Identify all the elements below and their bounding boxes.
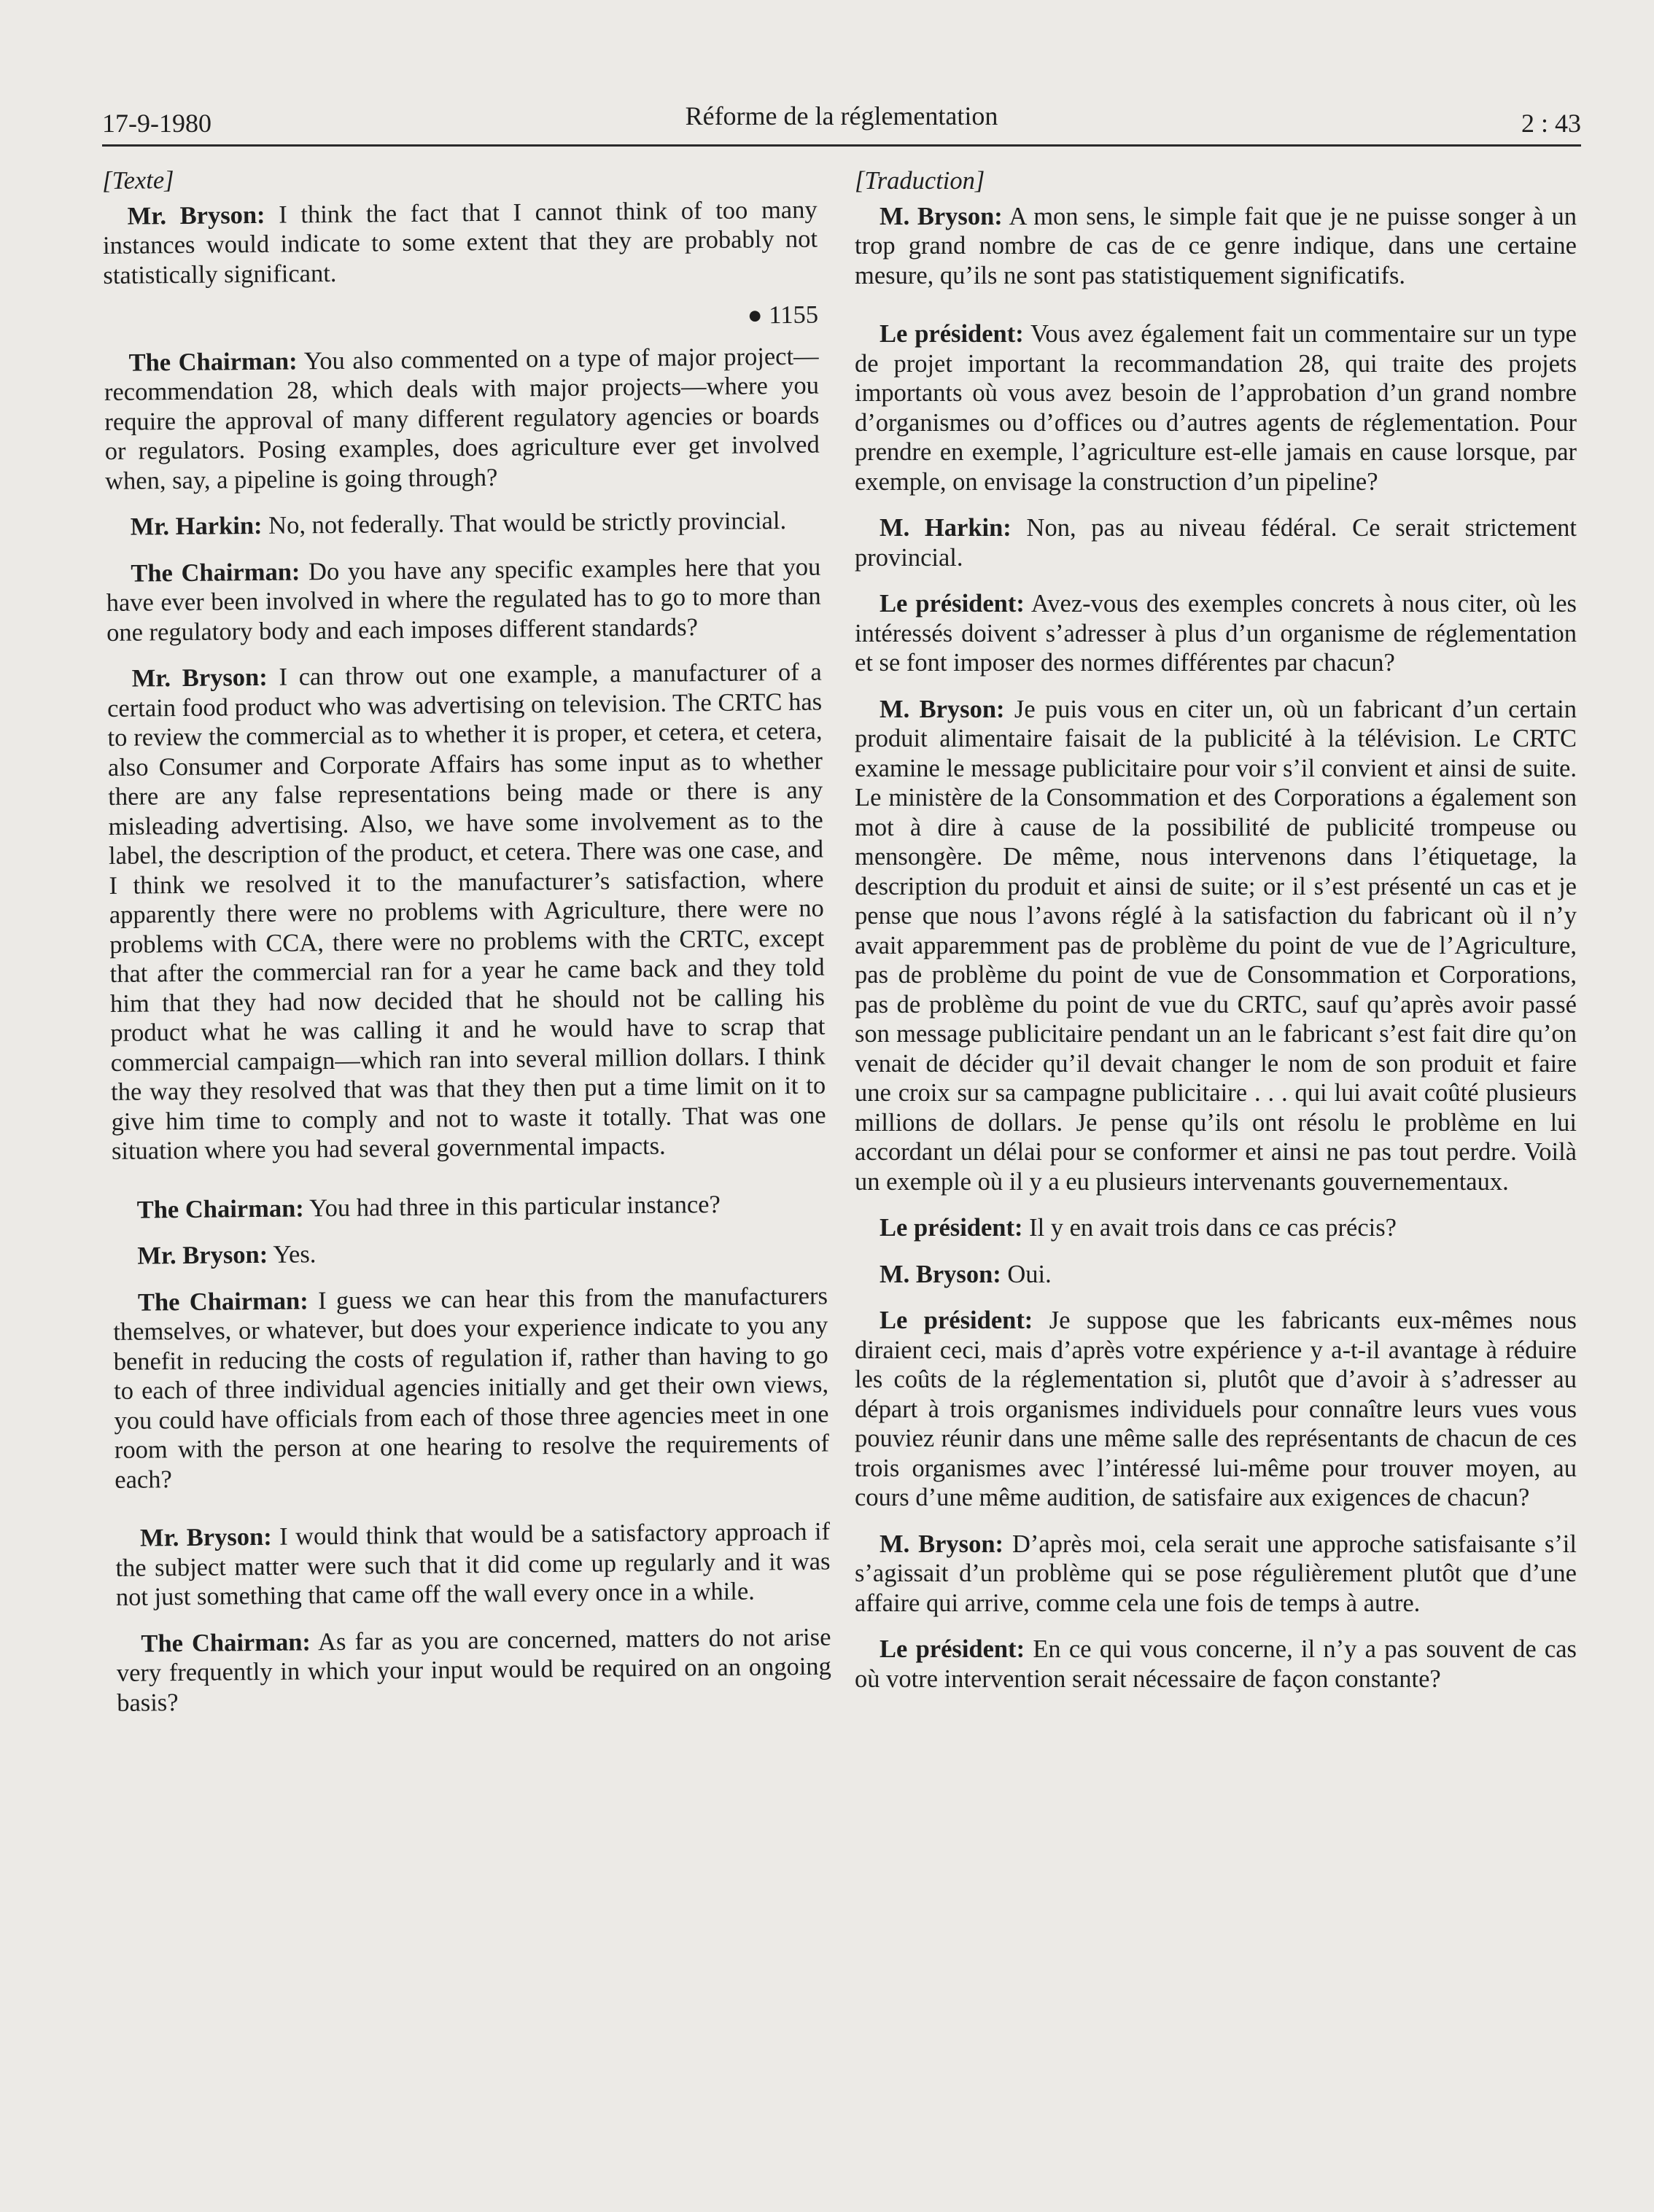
translation-tag: [Traduction] xyxy=(855,167,985,195)
speaker-name: The Chairman: xyxy=(141,1627,311,1658)
speaker-name: Mr. Bryson: xyxy=(127,200,265,230)
paragraph xyxy=(855,1635,1577,1694)
speaker-name: M. Harkin: xyxy=(880,514,1012,542)
paragraph xyxy=(102,195,818,290)
speaker-name: M. Bryson: xyxy=(880,1530,1004,1558)
speaker-name: Mr. Bryson: xyxy=(131,663,268,693)
paragraph-text: No, not federally. That would be strictly provincial. xyxy=(262,507,787,540)
paragraph-text: I think the fact that I cannot think of too many instances would indicate to some extent that they are probably not statistically significant. xyxy=(102,195,818,289)
paragraph xyxy=(855,1530,1577,1619)
paragraph-text: Vous avez également fait un commentaire sur un type de projet important la recommandation 28, qui traite des projets importants où vous avez besoin de l’approbation d’un grand nombre d’organismes ou d’offices ou d’autres agents de réglementation. Pour prendre en exemple, l’agriculture est-elle jamais en cause lorsque, par exemple, on envisage la construction d’un pipeline? xyxy=(855,320,1577,496)
paragraph xyxy=(855,1213,1577,1243)
paragraph xyxy=(855,1260,1577,1290)
speaker-name: Mr. Bryson: xyxy=(139,1522,272,1552)
speaker-name: M. Bryson: xyxy=(880,202,1003,230)
paragraph-text: You also commented on a type of major project—recommendation 28, which deals with major projects—where you require the approval of many different regulatory agencies or boards or regulators. Posing examples, does agriculture ever get involved when, say, a pipeline is going through? xyxy=(104,342,820,495)
paragraph-text: I would think that would be a satisfactory approach if the subject matter were such that it did come up regularly and it was not just something that came off the wall every once in a while. xyxy=(115,1517,831,1611)
paragraph-text: Yes. xyxy=(268,1240,317,1269)
paragraph xyxy=(104,341,820,496)
page-header xyxy=(102,93,1581,147)
speaker-name: Mr. Harkin: xyxy=(130,511,263,541)
speaker-name: Mr. Bryson: xyxy=(137,1240,268,1270)
paragraph xyxy=(855,202,1577,291)
paragraph-text: You had three in this particular instance? xyxy=(303,1190,721,1222)
speaker-name: The Chairman: xyxy=(136,1193,304,1224)
paragraph xyxy=(855,589,1577,678)
speaker-name: Le président: xyxy=(880,1306,1033,1334)
paragraph-text: Avez-vous des exemples concrets à nous citer, où les intéressés doivent s’adresser à plus d’un organisme de réglementation et se font imposer des normes différentes par chacun? xyxy=(855,590,1577,677)
text-tag: [Texte] xyxy=(102,166,174,195)
paragraph xyxy=(112,1188,827,1225)
paragraph-text: Oui. xyxy=(1001,1260,1052,1288)
speaker-name: Le président: xyxy=(880,1635,1025,1663)
paragraph-text: Do you have any specific examples here that you have ever been involved in where the regulated has to go to more than one regulatory body and each imposes different standards? xyxy=(106,553,821,647)
paragraph-text: I guess we can hear this from the manufacturers themselves, or whatever, but does your experience indicate to you any benefit in reducing the costs of regulation if, rather than having to go to each of three individual agencies initially and get their own views, you could have officials from each of those three agencies meet in one room with the person at one hearing to resolve the requirements of each? xyxy=(113,1282,830,1494)
time-marker: ● 1155 xyxy=(747,300,819,330)
paragraph-text: Je suppose que les fabricants eux-mêmes nous diraient ceci, mais d’après votre expérience y a-t-il avantage à réduire les coûts de la réglementation si, plutôt que d’avoir à s’adresser au départ à trois organismes individuels pour connaître leurs vues vous pouviez réunir dans une même salle des représentants de chacun de ces trois organismes avec l’intéressé lui-même pour trouver moyen, au cours d’une même audition, de satisfaire aux exigences de chacun? xyxy=(855,1306,1577,1511)
speaker-name: The Chairman: xyxy=(128,346,298,377)
paragraph xyxy=(113,1281,830,1495)
paragraph-text: As far as you are concerned, matters do not arise very frequently in which your input would be required on an ongoing basis? xyxy=(116,1623,831,1717)
paragraph xyxy=(116,1622,831,1718)
speaker-name: Le président: xyxy=(880,590,1025,618)
paragraph xyxy=(107,658,827,1167)
paragraph-text: En ce qui vous concerne, il n’y a pas souvent de cas où votre intervention serait nécessaire de façon constante? xyxy=(855,1635,1577,1693)
header-page-number: 2 : 43 xyxy=(1521,109,1581,138)
paragraph-text: Je puis vous en citer un, où un fabricant d’un certain produit alimentaire faisait de la publicité à la télévision. Le CRTC examine le message publicitaire pour voir s’il convient et ainsi de suite. Le ministère de la Consommation et des Corporations a également son mot à dire à cause de la possibilité de publicité trompeuse ou mensongère. De même, nous intervenons dans l’étiquetage, la description du produit et ainsi de suite; or il s’est présenté un cas et je pense que nous l’avons réglé à la satisfaction du fabricant où il n’y avait apparemment pas de problème du point de vue de l’Agriculture, pas de problème du point de vue de Consommation et Corporations, pas de problème du point de vue du CRTC, sauf qu’après avoir passé son message publicitaire pendant un an le fabricant s’est fait dire qu’on venait de décider qu’il devait changer le nom de son produit et faire une croix sur sa campagne publicitaire . . . qui lui avait coûté plusieurs millions de dollars. Je pense qu’ils ont résolu le problème en lui accordant un délai pour se conformer et ainsi ne pas tout perdre. Voilà un exemple où il y a eu plusieurs intervenants gouvernementaux. xyxy=(855,695,1577,1196)
paragraph xyxy=(855,319,1577,496)
paragraph xyxy=(855,513,1577,572)
speaker-name: Le président: xyxy=(880,1214,1023,1242)
paragraph xyxy=(855,695,1577,1197)
speaker-name: M. Bryson: xyxy=(880,1260,1001,1288)
header-title: Réforme de la réglementation xyxy=(685,101,998,131)
paragraph xyxy=(106,552,821,647)
speaker-name: Le président: xyxy=(880,320,1024,348)
paragraph-text: Il y en avait trois dans ce cas précis? xyxy=(1022,1214,1397,1242)
paragraph xyxy=(106,506,820,542)
french-column xyxy=(855,166,1577,1710)
paragraph xyxy=(115,1517,831,1613)
paragraph-text: Non, pas au niveau fédéral. Ce serait strictement provincial. xyxy=(855,514,1577,572)
speaker-name: The Chairman: xyxy=(131,557,300,588)
speaker-name: The Chairman: xyxy=(137,1286,308,1317)
paragraph-text: A mon sens, le simple fait que je ne puisse songer à un trop grand nombre de cas de ce genre indique, dans une certaine mesure, qu’ils ne sont pas statistiquement significatifs. xyxy=(855,202,1577,289)
header-date: 17-9-1980 xyxy=(102,109,211,138)
speaker-name: M. Bryson: xyxy=(880,695,1005,723)
paragraph-text: D’après moi, cela serait une approche satisfaisante s’il s’agissait d’un problème qui se pose régulièrement plutôt que d’une affaire qui arrive, comme cela une fois de temps à autre. xyxy=(855,1530,1577,1617)
paragraph xyxy=(855,1306,1577,1513)
paragraph-text: I can throw out one example, a manufacturer of a certain food product who was advertising on television. The CRTC has to review the commercial as to whether it is proper, et cetera, et cetera, also Consumer and Corporate Affairs has some input as to whether there are any false representations being made or there is any misleading advertising. Also, we have some involvement as to the label, the description of the product, et cetera. There was one case, and I think we resolved it to the manufacturer’s satisfaction, where apparently there were no problems with Agriculture, there were no problems with CCA, there were no problems with the CRTC, except that after the commercial ran for a year he came back and they told him that they had now decided that he should not be calling his product what he was calling it and he would have to scrap that commercial campaign—which ran into several million dollars. I think the way they resolved that was that they then put a time limit on it to give him time to comply and not to waste it totally. That was one situation where you had several governmental impacts. xyxy=(106,658,826,1165)
paragraph xyxy=(112,1235,827,1271)
english-column xyxy=(102,160,832,1734)
